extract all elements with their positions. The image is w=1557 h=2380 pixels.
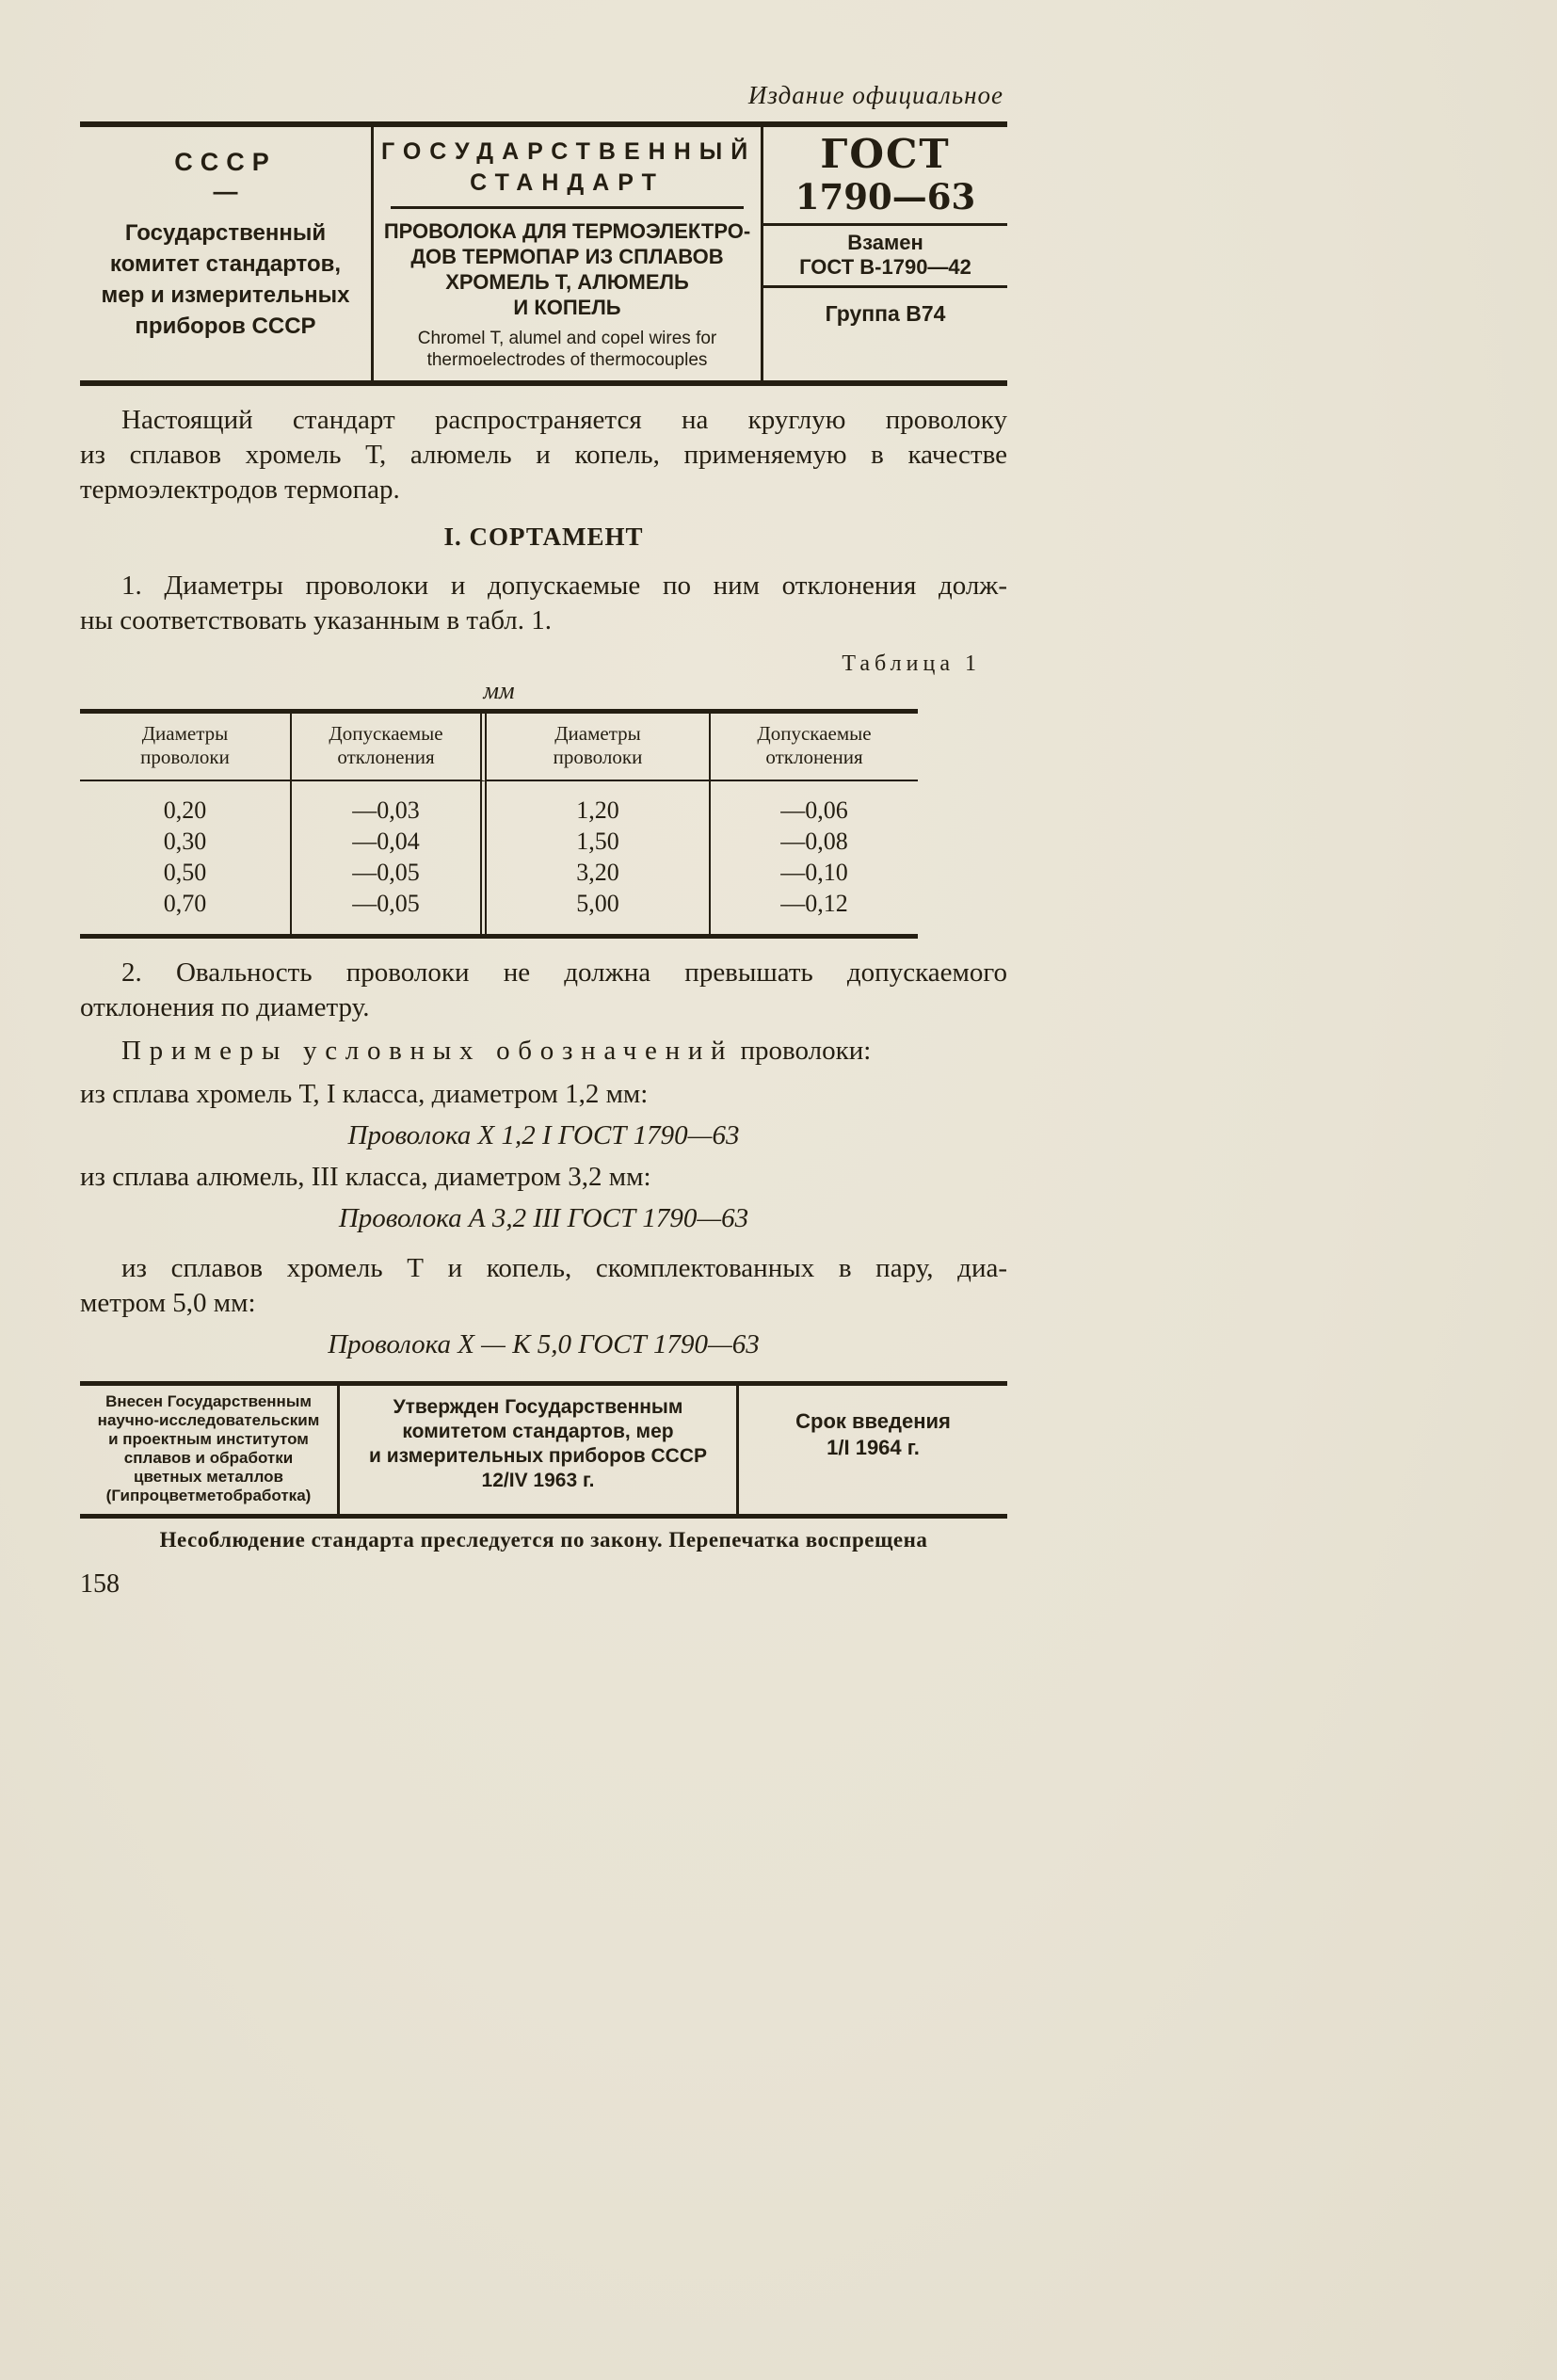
paragraph-line: метром 5,0 мм: xyxy=(80,1288,256,1318)
horizontal-rule xyxy=(763,285,1007,288)
horizontal-rule xyxy=(763,223,1007,226)
approval-line: научно-исследовательским xyxy=(97,1411,320,1429)
column-header xyxy=(711,714,918,781)
approval-line: и измерительных приборов СССР xyxy=(369,1445,707,1467)
approval-line: цветных металлов xyxy=(134,1468,283,1486)
approval-line: сплавов и обработки xyxy=(123,1449,294,1467)
clause-2-paragraph xyxy=(80,956,1007,1025)
table-cell: —0,12 xyxy=(780,890,848,917)
paragraph-line: из сплавов хромель Т, алюмель и копель, применяемую в качестве xyxy=(80,440,1007,470)
table-cell: 1,20 xyxy=(487,781,711,826)
approval-line: Утвержден Государственным xyxy=(393,1396,683,1418)
standard-title-english-line: Chromel T, alumel and copel wires for xyxy=(417,329,717,348)
title-block xyxy=(80,121,1007,386)
title-block-code-cell xyxy=(763,127,1007,380)
title-block-issuer-cell xyxy=(80,127,374,380)
table-cell: —0,05 xyxy=(292,857,487,888)
table-cell: 0,50 xyxy=(80,857,292,888)
doc-type-line: ГОСУДАРСТВЕННЫЙ xyxy=(381,138,757,165)
paragraph-line: 1. Диаметры проволоки и допускаемые по ним отклонения долж- xyxy=(121,571,1007,601)
approval-line: и проектным институтом xyxy=(108,1430,309,1448)
country-label: СССР xyxy=(174,148,277,176)
table-1-label: Таблица 1 xyxy=(842,651,981,676)
table-cell: —0,10 xyxy=(780,859,848,886)
table-1 xyxy=(80,709,918,939)
example-2-intro: из сплава алюмель, III класса, диаметром 3,2 мм: xyxy=(80,1162,651,1192)
table-cell: 3,20 xyxy=(487,857,711,888)
approval-line: Срок введения xyxy=(795,1409,951,1433)
committee-line: приборов СССР xyxy=(135,314,316,339)
replaces-label: Взамен xyxy=(847,231,923,254)
gost-code-label: ГОСТ xyxy=(820,131,951,177)
paragraph-line: Настоящий стандарт распространяется на круглую проволоку xyxy=(121,405,1007,435)
standard-title-line: ПРОВОЛОКА ДЛЯ ТЕРМОЭЛЕКТРО- xyxy=(383,219,751,243)
approval-line: Внесен Государственным xyxy=(105,1392,312,1410)
paragraph-line: 2. Овальность проволоки не должна превышать допускаемого xyxy=(121,957,1007,988)
table-cell: 1,50 xyxy=(487,826,711,857)
column-header-line: проволоки xyxy=(140,746,230,768)
page-number: 158 xyxy=(80,1569,120,1599)
table-cell: 5,00 xyxy=(487,888,711,934)
table-cell: —0,05 xyxy=(292,888,487,934)
standard-title-line: И КОПЕЛЬ xyxy=(513,296,621,319)
table-cell: 0,30 xyxy=(80,826,292,857)
group-label: Группа В74 xyxy=(825,301,946,326)
column-header xyxy=(80,714,292,781)
example-2-designation: Проволока А 3,2 III ГОСТ 1790—63 xyxy=(338,1203,749,1233)
approval-effective-date-cell xyxy=(739,1386,1007,1514)
examples-heading xyxy=(80,1034,1007,1069)
examples-heading-rest: проволоки: xyxy=(740,1036,872,1066)
approval-line: 12/IV 1963 г. xyxy=(481,1470,595,1491)
standard-title-english xyxy=(381,328,753,371)
table-cell: —0,04 xyxy=(292,826,487,857)
column-header-line: Допускаемые xyxy=(757,722,872,745)
column-header-line: отклонения xyxy=(765,746,863,768)
example-1-intro: из сплава хромель Т, I класса, диаметром 1,2 мм: xyxy=(80,1079,649,1109)
divider-dash: — xyxy=(213,177,238,205)
title-block-title-cell xyxy=(374,127,763,380)
edition-note: Издание официальное xyxy=(747,81,1003,109)
column-header xyxy=(292,714,487,781)
column-header-line: Допускаемые xyxy=(329,722,443,745)
horizontal-rule xyxy=(391,206,744,209)
committee-line: Государственный xyxy=(124,220,327,246)
page-content xyxy=(80,81,1007,1600)
column-header-line: Диаметры xyxy=(141,722,229,745)
column-header-line: отклонения xyxy=(337,746,435,768)
intro-paragraph xyxy=(80,403,1007,507)
standard-title-line: ДОВ ТЕРМОПАР ИЗ СПЛАВОВ xyxy=(410,245,724,268)
approval-line: (Гипроцветметобработка) xyxy=(105,1487,312,1504)
paragraph-line: термоэлектродов термопар. xyxy=(80,474,400,505)
table-cell: —0,08 xyxy=(780,828,848,855)
table-1-units: мм xyxy=(483,677,515,704)
table-cell: 0,20 xyxy=(80,781,292,826)
approval-line: 1/I 1964 г. xyxy=(827,1436,920,1459)
approval-approved-by-cell xyxy=(340,1386,739,1514)
standard-title-english-line: thermoelectrodes of thermocouples xyxy=(426,350,708,370)
committee-line: мер и измерительных xyxy=(101,282,350,308)
paragraph-line: ны соответствовать указанным в табл. 1. xyxy=(80,605,553,635)
doc-type-line: СТАНДАРТ xyxy=(470,169,665,196)
table-cell: —0,03 xyxy=(292,781,487,826)
column-header-line: Диаметры xyxy=(554,722,641,745)
approval-submitted-by-cell xyxy=(80,1386,340,1514)
paragraph-line: из сплавов хромель Т и копель, скомплектованных в пару, диа- xyxy=(121,1253,1007,1283)
gost-code-number: 1790—63 xyxy=(795,176,976,217)
table-cell: —0,06 xyxy=(780,796,848,824)
section-heading: I. СОРТАМЕНТ xyxy=(443,523,644,551)
replaces-code: ГОСТ В-1790—42 xyxy=(799,255,971,279)
committee-line: комитет стандартов, xyxy=(109,251,342,277)
standard-title-line: ХРОМЕЛЬ Т, АЛЮМЕЛЬ xyxy=(445,270,689,294)
column-header xyxy=(487,714,711,781)
approval-block xyxy=(80,1381,1007,1519)
examples-heading-spaced: Примеры условных обозначений xyxy=(121,1036,734,1066)
example-3-intro xyxy=(80,1251,1007,1321)
example-3-designation: Проволока X — К 5,0 ГОСТ 1790—63 xyxy=(328,1329,760,1359)
clause-1-paragraph xyxy=(80,569,1007,638)
example-1-designation: Проволока X 1,2 I ГОСТ 1790—63 xyxy=(347,1120,740,1150)
column-header-line: проволоки xyxy=(553,746,643,768)
legal-notice: Несоблюдение стандарта преследуется по закону. Перепечатка воспрещена xyxy=(159,1528,928,1552)
table-cell: 0,70 xyxy=(80,888,292,934)
paragraph-line: отклонения по диаметру. xyxy=(80,992,370,1022)
approval-line: комитетом стандартов, мер xyxy=(402,1421,674,1442)
